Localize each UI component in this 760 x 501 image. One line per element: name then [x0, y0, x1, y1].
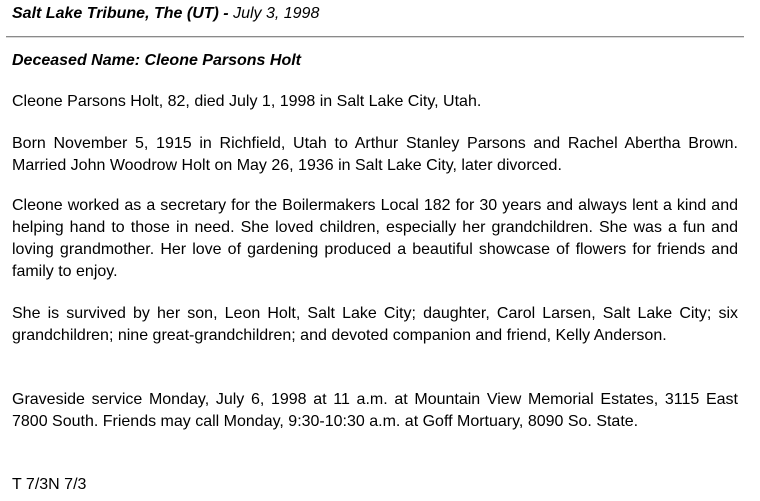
header-separator: - — [218, 5, 234, 22]
obituary-reference-code: T 7/3N 7/3 — [12, 476, 87, 493]
publication-date: July 3, 1998 — [233, 5, 320, 22]
obituary-paragraph-survivors: She is survived by her son, Leon Holt, Salt Lake City; daughter, Carol Larsen, Salt Lake City; six grandchildren; nine great-grandchildren; and devoted companion and friend, Kelly Anderson. — [12, 305, 738, 344]
publication-source: Salt Lake Tribune, The (UT) — [12, 5, 219, 22]
obituary-paragraph-service: Graveside service Monday, July 6, 1998 at 11 a.m. at Mountain View Memorial Estates, 3115 East 7800 South. Friends may call Monday, 9:30-10:30 a.m. at Goff Mortuary, 8090 So. State. — [12, 391, 738, 430]
publication-header — [12, 5, 319, 23]
deceased-name-heading: Deceased Name: Cleone Parsons Holt — [12, 52, 301, 69]
obituary-paragraph-birth: Born November 5, 1915 in Richfield, Utah to Arthur Stanley Parsons and Rachel Abertha Brown. Married John Woodrow Holt on May 26, 1936 in Salt Lake City, later divorced. — [12, 135, 738, 174]
obituary-paragraph-death: Cleone Parsons Holt, 82, died July 1, 1998 in Salt Lake City, Utah. — [12, 93, 482, 110]
obituary-paragraph-life: Cleone worked as a secretary for the Boilermakers Local 182 for 30 years and always lent a kind and helping hand to those in need. She loved children, especially her grandchildren. She was a fun and loving grandmother. Her love of gardening produced a beautiful showcase of flowers for friends and family to enjoy. — [12, 197, 738, 280]
header-divider — [6, 36, 744, 38]
